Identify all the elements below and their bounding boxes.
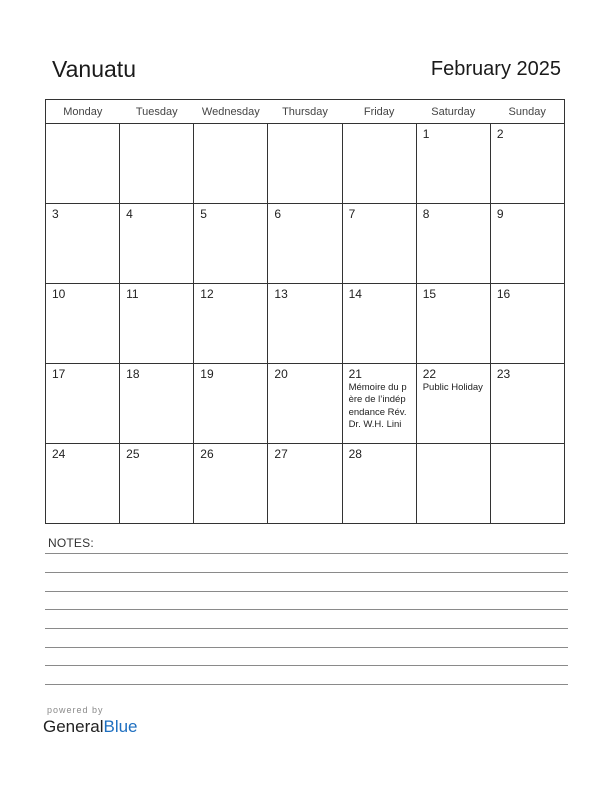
day-number: 7 [348, 207, 356, 221]
day-number: 27 [274, 447, 288, 461]
day-cell [46, 364, 120, 444]
day-cell [194, 364, 268, 444]
day-cell [416, 444, 490, 524]
day-cell [490, 124, 564, 204]
day-cell [46, 444, 120, 524]
powered-by-text: powered by [47, 705, 104, 715]
notes-label: NOTES: [48, 536, 94, 550]
week-row [46, 204, 565, 284]
day-cell [490, 444, 564, 524]
day-number: 23 [496, 367, 511, 381]
notes-line [45, 665, 568, 666]
day-number: 11 [126, 287, 139, 301]
weekday-header: Tuesday [120, 100, 194, 124]
day-cell [46, 284, 120, 364]
day-number: 15 [422, 287, 437, 301]
day-number: 9 [496, 207, 504, 221]
day-cell [342, 124, 416, 204]
day-number: 12 [200, 287, 214, 301]
week-row [46, 364, 565, 444]
day-cell [268, 444, 342, 524]
day-number: 8 [422, 207, 430, 221]
week-row [46, 444, 565, 524]
day-number: 18 [126, 367, 140, 381]
day-number: 25 [126, 447, 140, 461]
day-cell [416, 364, 490, 444]
weekday-header: Wednesday [194, 100, 268, 124]
day-number: 16 [496, 287, 511, 301]
day-cell [416, 124, 490, 204]
notes-line [45, 684, 568, 685]
day-number: 24 [52, 447, 66, 461]
day-cell [120, 124, 194, 204]
day-number: 17 [52, 367, 66, 381]
day-cell [120, 444, 194, 524]
month-year-title: February 2025 [430, 58, 561, 80]
day-cell [416, 204, 490, 284]
day-number: 3 [52, 207, 59, 221]
notes-line [45, 647, 568, 648]
day-number: 26 [200, 447, 214, 461]
country-title: Vanuatu [52, 56, 136, 82]
day-cell [268, 364, 342, 444]
day-cell [342, 284, 416, 364]
day-number: 10 [52, 287, 66, 301]
day-number: 4 [126, 207, 133, 221]
notes-line [45, 553, 568, 554]
brand-general: General [43, 717, 104, 736]
day-number: 20 [274, 367, 288, 381]
day-number: 2 [496, 127, 504, 141]
holiday-label: Public Holiday [422, 382, 483, 393]
weekday-header-row [46, 100, 565, 124]
weekday-header: Saturday [416, 100, 490, 124]
notes-line [45, 572, 568, 573]
weekday-header: Thursday [268, 100, 342, 124]
day-number: 22 [422, 367, 437, 381]
brand-blue: Blue [103, 717, 138, 736]
day-cell [194, 444, 268, 524]
day-number: 14 [348, 287, 362, 301]
day-cell [194, 284, 268, 364]
day-cell [342, 364, 416, 444]
weekday-header: Friday [342, 100, 416, 124]
day-cell [490, 204, 564, 284]
day-cell [120, 204, 194, 284]
notes-line [45, 591, 568, 592]
calendar-grid [45, 99, 565, 524]
day-cell [194, 204, 268, 284]
day-cell [120, 284, 194, 364]
week-row [46, 124, 565, 204]
holiday-label: Mémoire du père de l’indépendance Rév. Dr. W.H. Lini [348, 382, 407, 430]
day-number: 21 [348, 367, 362, 381]
day-number: 1 [422, 127, 430, 141]
day-cell [194, 124, 268, 204]
week-row [46, 284, 565, 364]
day-cell [490, 364, 564, 444]
day-number: 13 [274, 287, 288, 301]
day-cell [268, 284, 342, 364]
weekday-header: Sunday [490, 100, 564, 124]
day-cell [268, 204, 342, 284]
generalblue-logo [43, 716, 138, 738]
notes-line [45, 609, 568, 610]
day-cell [46, 124, 120, 204]
day-cell [120, 364, 194, 444]
day-cell [46, 204, 120, 284]
day-number: 5 [200, 207, 207, 221]
day-cell [342, 204, 416, 284]
day-cell [342, 444, 416, 524]
notes-line [45, 628, 568, 629]
day-number: 6 [274, 207, 282, 221]
day-number: 19 [200, 367, 214, 381]
day-cell [268, 124, 342, 204]
day-cell [490, 284, 564, 364]
weekday-header: Monday [46, 100, 120, 124]
day-cell [416, 284, 490, 364]
day-number: 28 [348, 447, 362, 461]
